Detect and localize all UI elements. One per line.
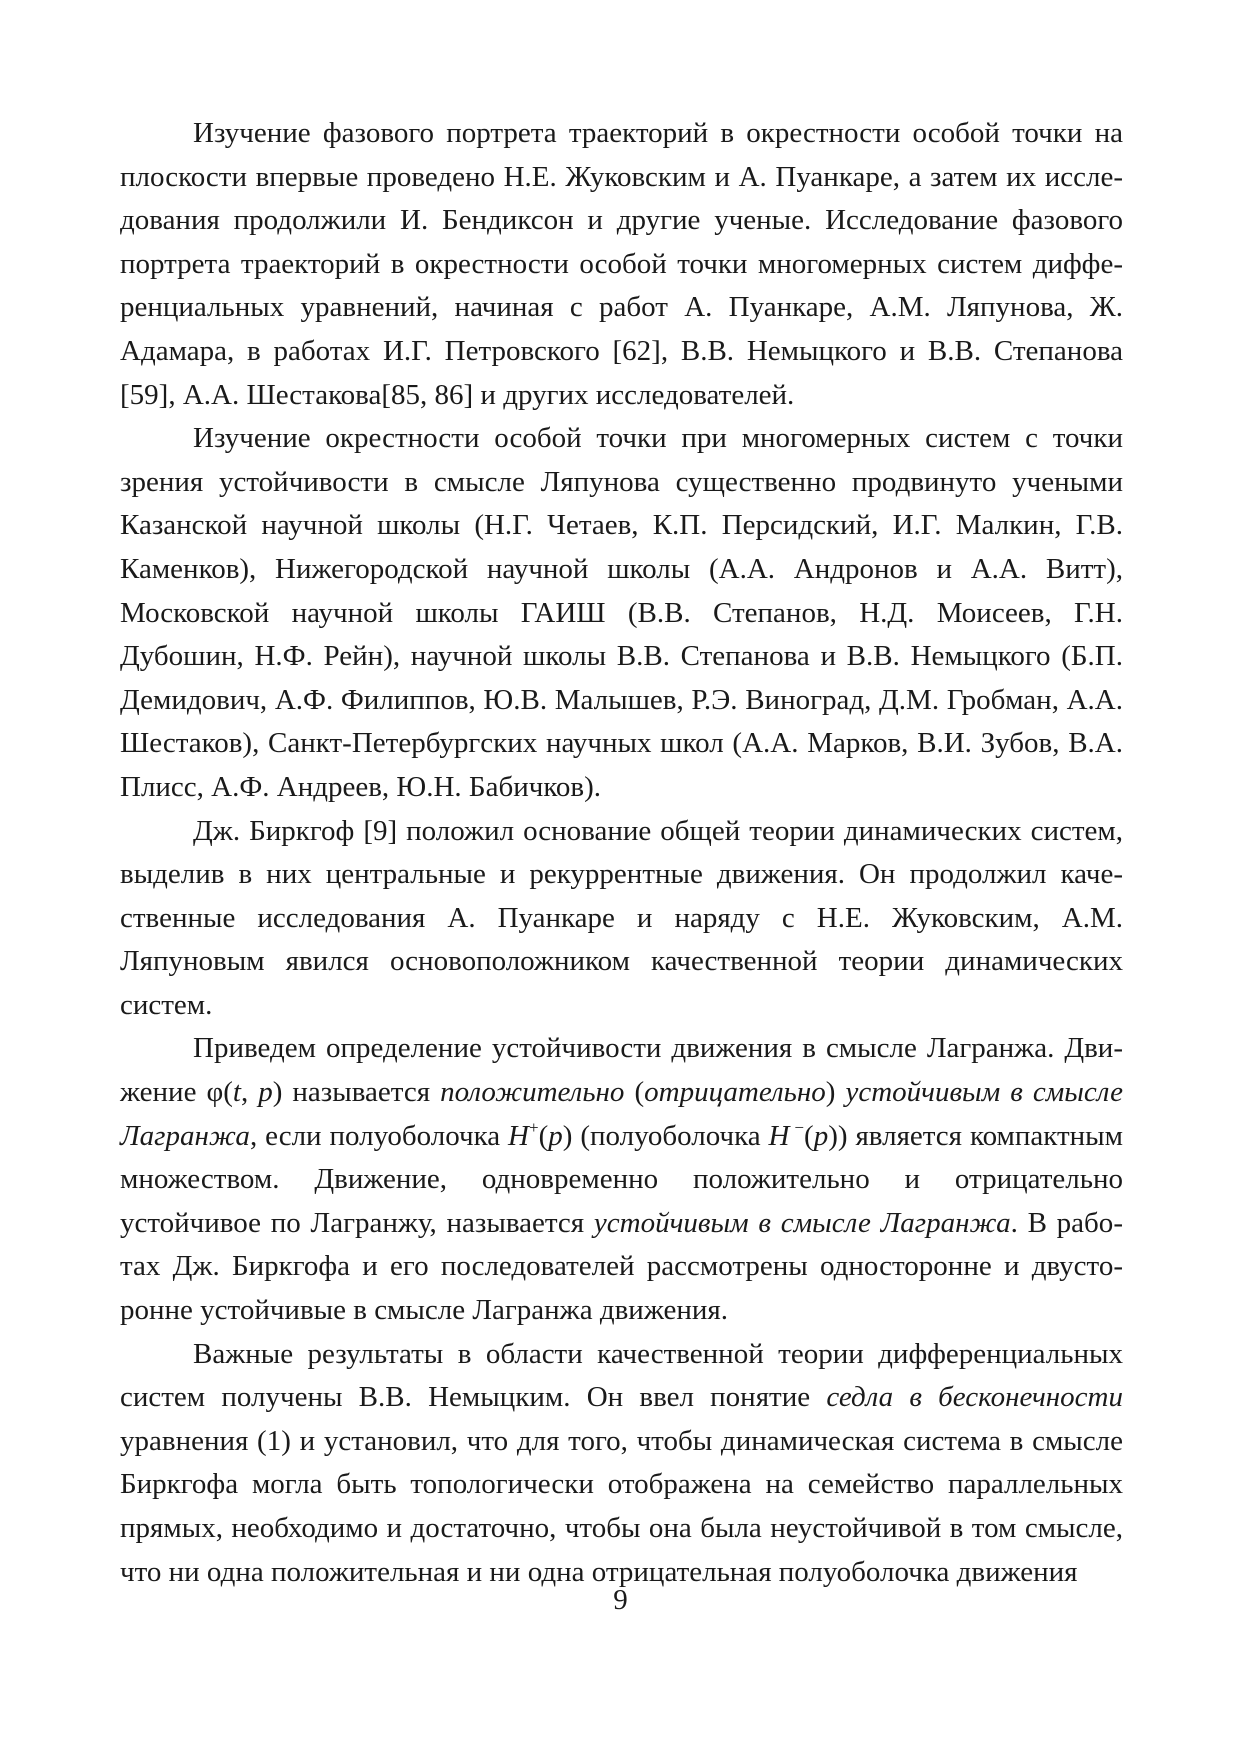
text-run: Важные результаты в области качественной теории дифференциальных систем получены В.В. Немыцким. Он ввел понятие (120, 1337, 1123, 1414)
page-number: 9 (613, 1584, 628, 1616)
text-run: ) называется (272, 1076, 441, 1109)
paragraph-2: Изучение окрестности особой точки при многомерных систем с точки зрения устойчивости в смысле Ляпунова существенно продвинуто учеными Казанской научной школы (Н.Г. Четаев, К.П. Персидский, И.Г. Малкин, Г.В. Каменков), Нижегородской научной школы (А.А. Андронов и А.А. Витт), Московской научной школы ГАИШ (В.В. Степанов, Н.Д. Моисеев, Г.Н. Дубошин, Н.Ф. Рейн), научной школы В.В. Степанова и В.В. Немыцкого (Б.П. Демидович, А.Ф. Филиппов, Ю.В. Малышев, Р.Э. Виноград, Д.М. Гробман, А.А. Шестаков), Санкт-Петербургских научных школ (А.А. Марков, В.И. Зубов, В.А. Плисс, А.Ф. Андреев, Ю.Н. Бабичков). (120, 422, 1123, 803)
math-variable-p: p (548, 1119, 563, 1152)
math-variable-t: t (232, 1076, 241, 1109)
math-variable-H: H (768, 1119, 790, 1152)
math-variable-p: p (813, 1119, 829, 1152)
superscript-plus: + (529, 1117, 539, 1137)
text-run: уравнения (1) и установил, что для того, чтобы динамическая система в смысле Биркгофа могла быть топологически отображена на семейство параллельных прямых, необходимо и достаточно, чтобы она была неустойчивой в том смысле, что ни одна положительная и ни одна отрицательная полуоболочка движения (120, 1424, 1123, 1588)
text-run: ( (804, 1119, 814, 1152)
text-run: , если полуоболочка (249, 1119, 509, 1152)
paragraph-5 (120, 1333, 1123, 1595)
italic-term: положительно (440, 1076, 625, 1109)
paragraph-3: Дж. Биркгоф [9] положил основание общей теории динамических систем, выделив в них центральные и рекуррентные движения. Он продолжил качественные исследования А. Пуанкаре и наряду с Н.Е. Жуковским, А.М. Ляпуновым явился основоположником качественной теории динамических систем. (120, 814, 1123, 1021)
text-run: ) (825, 1076, 846, 1109)
paragraph-1: Изучение фазового портрета траекторий в окрестности особой точки на плоскости впервые проведено Н.Е. Жуковским и А. Пуанкаре, а затем их исследования продолжили И. Бендиксон и другие ученые. Исследование фазового портрета траекторий в окрестности особой точки многомерных систем дифференциальных уравнений, начиная с работ А. Пуанкаре, А.М. Ляпунова, Ж. Адамара, в работах И.Г. Петровского [62], В.В. Немыцкого и В.В. Степанова [59], А.А. Шестакова[85, 86] и других исследователей. (120, 117, 1123, 411)
text-run: . В работах Дж. Биркгофа и его последователей рассмотрены односторонне и двусторонне устойчивые в смысле Лагранжа движения. (120, 1206, 1123, 1327)
text-run: ( (538, 1119, 549, 1152)
paragraph-4 (120, 1027, 1123, 1332)
italic-term: устойчивым в смысле Лагранжа (593, 1206, 1011, 1239)
italic-term: седла в бесконечности (826, 1381, 1123, 1414)
text-run: ) (полуоболочка (562, 1119, 769, 1152)
superscript-minus: − (789, 1117, 805, 1137)
text-run: )) является компактным множеством. Движение, одновременно положительно и отрицательно устойчивое по Лагранжу, называется (120, 1119, 1124, 1239)
text-run: , (240, 1076, 259, 1109)
italic-term: отрицательно (644, 1076, 826, 1109)
text-run: Приведем определение устойчивости движения в смысле Лагранжа. Движение φ( (120, 1032, 1123, 1109)
italic-term: устойчивым в смысле Лагранжа (120, 1076, 1123, 1152)
math-variable-H: H (508, 1119, 529, 1152)
body-text (120, 112, 1123, 1594)
text-run: ( (624, 1076, 645, 1109)
math-variable-p: p (258, 1076, 273, 1109)
